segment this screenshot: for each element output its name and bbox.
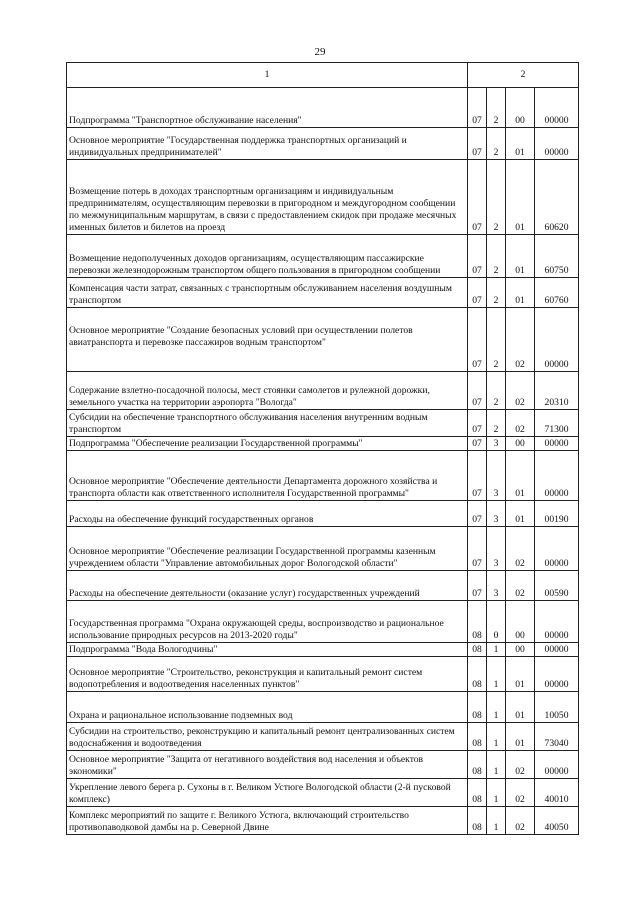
- code-part-1: 07: [468, 527, 487, 571]
- row-name: Основное мероприятие "Защита от негативного воздействия вод населения и объектов экономики": [67, 751, 468, 779]
- table-row: [67, 601, 579, 643]
- code-part-3: 00: [506, 437, 535, 451]
- code-part-3: 02: [506, 372, 535, 410]
- code-part-4: 00000: [535, 527, 579, 571]
- budget-classification-table: [66, 62, 579, 835]
- code-part-1: 08: [468, 692, 487, 723]
- code-part-2: 0: [487, 601, 506, 643]
- code-part-1: 08: [468, 751, 487, 779]
- code-part-1: 08: [468, 723, 487, 751]
- table-row: [67, 751, 579, 779]
- code-part-1: 07: [468, 235, 487, 278]
- table-row: [67, 571, 579, 601]
- code-part-4: 60750: [535, 235, 579, 278]
- code-part-4: 00000: [535, 601, 579, 643]
- code-part-2: 3: [487, 527, 506, 571]
- table-row: [67, 723, 579, 751]
- row-name: Комплекс мероприятий по защите г. Великого Устюга, включающий строительство противопаводковой дамбы на р. Северной Двине: [67, 807, 468, 835]
- code-part-1: 07: [468, 410, 487, 437]
- table-row: [67, 278, 579, 308]
- table-row: [67, 437, 579, 451]
- table-row: [67, 88, 579, 128]
- table-row: [67, 235, 579, 278]
- code-part-3: 02: [506, 779, 535, 807]
- code-part-2: 3: [487, 437, 506, 451]
- code-part-3: 01: [506, 657, 535, 692]
- code-part-1: 07: [468, 128, 487, 160]
- code-part-1: 08: [468, 807, 487, 835]
- code-part-4: 00000: [535, 751, 579, 779]
- code-part-2: 3: [487, 451, 506, 501]
- row-name: Подпрограмма "Вода Вологодчины": [67, 643, 468, 657]
- code-part-1: 07: [468, 437, 487, 451]
- header-col-1: 1: [67, 63, 468, 88]
- table-row: [67, 160, 579, 235]
- header-col-2: 2: [468, 63, 579, 88]
- row-name: Субсидии на обеспечение транспортного обслуживания населения внутренним водным транспортом: [67, 410, 468, 437]
- code-part-3: 02: [506, 410, 535, 437]
- code-part-4: 40050: [535, 807, 579, 835]
- table-row: [67, 657, 579, 692]
- table-row: [67, 308, 579, 372]
- code-part-1: 08: [468, 657, 487, 692]
- code-part-3: 01: [506, 451, 535, 501]
- table-row: [67, 451, 579, 501]
- code-part-4: 00590: [535, 571, 579, 601]
- table-row: [67, 692, 579, 723]
- code-part-2: 2: [487, 88, 506, 128]
- code-part-4: 00000: [535, 437, 579, 451]
- code-part-4: 73040: [535, 723, 579, 751]
- code-part-4: 00000: [535, 451, 579, 501]
- code-part-3: 01: [506, 278, 535, 308]
- code-part-1: 07: [468, 571, 487, 601]
- code-part-4: 20310: [535, 372, 579, 410]
- row-name: Подпрограмма "Обеспечение реализации Государственной программы": [67, 437, 468, 451]
- code-part-4: 40010: [535, 779, 579, 807]
- table-row: [67, 410, 579, 437]
- code-part-2: 1: [487, 657, 506, 692]
- code-part-1: 07: [468, 372, 487, 410]
- code-part-2: 2: [487, 308, 506, 372]
- code-part-4: 60620: [535, 160, 579, 235]
- page-number: 29: [314, 46, 326, 58]
- table-row: [67, 501, 579, 527]
- row-name: Охрана и рациональное использование подземных вод: [67, 692, 468, 723]
- table-row: [67, 779, 579, 807]
- code-part-1: 07: [468, 308, 487, 372]
- row-name: Содержание взлетно-посадочной полосы, мест стоянки самолетов и рулежной дорожки, земельного участка на территории аэропорта "Вологда": [67, 372, 468, 410]
- row-name-text: Основное мероприятие "Создание безопасных условий при осуществлении полетов авиатранспорта и перевозке пассажиров водным транспортом": [69, 325, 413, 348]
- code-part-1: 07: [468, 160, 487, 235]
- code-part-2: 3: [487, 501, 506, 527]
- code-part-2: 3: [487, 571, 506, 601]
- code-part-3: 02: [506, 308, 535, 372]
- table-row: [67, 128, 579, 160]
- row-name: Государственная программа "Охрана окружающей среды, воспроизводство и рациональное использование природных ресурсов на 2013-2020 годы": [67, 601, 468, 643]
- code-part-4: 71300: [535, 410, 579, 437]
- code-part-4: 10050: [535, 692, 579, 723]
- row-name: Основное мероприятие "Строительство, реконструкция и капитальный ремонт систем водопотребления и водоотведения населенных пунктов": [67, 657, 468, 692]
- code-part-3: 01: [506, 235, 535, 278]
- code-part-3: 01: [506, 160, 535, 235]
- code-part-4: 00000: [535, 657, 579, 692]
- table-row: [67, 807, 579, 835]
- code-part-3: 02: [506, 571, 535, 601]
- row-name: Укрепление левого берега р. Сухоны в г. Великом Устюге Вологодской области (2-й пусковой комплекс): [67, 779, 468, 807]
- code-part-2: 1: [487, 643, 506, 657]
- code-part-3: 01: [506, 501, 535, 527]
- code-part-1: 07: [468, 88, 487, 128]
- code-part-3: 00: [506, 88, 535, 128]
- code-part-1: 07: [468, 451, 487, 501]
- code-part-2: 2: [487, 372, 506, 410]
- table-row: [67, 527, 579, 571]
- code-part-3: 01: [506, 723, 535, 751]
- code-part-1: 08: [468, 779, 487, 807]
- table-header-row: [67, 63, 579, 88]
- code-part-2: 2: [487, 128, 506, 160]
- code-part-4: 00000: [535, 643, 579, 657]
- code-part-2: 1: [487, 692, 506, 723]
- code-part-2: 1: [487, 807, 506, 835]
- code-part-3: 01: [506, 692, 535, 723]
- code-part-1: 07: [468, 501, 487, 527]
- row-name: Компенсация части затрат, связанных с транспортным обслуживанием населения воздушным транспортом: [67, 278, 468, 308]
- code-part-4: 00000: [535, 88, 579, 128]
- code-part-4: 00000: [535, 308, 579, 372]
- code-part-3: 02: [506, 807, 535, 835]
- row-name: Подпрограмма "Транспортное обслуживание населения": [67, 88, 468, 128]
- code-part-2: 2: [487, 160, 506, 235]
- table-row: [67, 643, 579, 657]
- code-part-2: 1: [487, 723, 506, 751]
- row-name: [67, 308, 468, 372]
- row-name: Основное мероприятие "Государственная поддержка транспортных организаций и индивидуальных предпринимателей": [67, 128, 468, 160]
- code-part-3: 01: [506, 128, 535, 160]
- code-part-3: 00: [506, 601, 535, 643]
- code-part-4: 60760: [535, 278, 579, 308]
- code-part-2: 2: [487, 278, 506, 308]
- code-part-3: 02: [506, 751, 535, 779]
- code-part-2: 1: [487, 751, 506, 779]
- row-name: Расходы на обеспечение деятельности (оказание услуг) государственных учреждений: [67, 571, 468, 601]
- row-name: Субсидии на строительство, реконструкцию и капитальный ремонт централизованных систем водоснабжения и водоотведения: [67, 723, 468, 751]
- code-part-3: 02: [506, 527, 535, 571]
- table-row: [67, 372, 579, 410]
- code-part-4: 00000: [535, 128, 579, 160]
- code-part-2: 2: [487, 235, 506, 278]
- code-part-3: 00: [506, 643, 535, 657]
- code-part-1: 08: [468, 601, 487, 643]
- row-name: Основное мероприятие "Обеспечение реализации Государственной программы казенным учреждением области "Управление автомобильных дорог Вологодской области": [67, 527, 468, 571]
- code-part-2: 2: [487, 410, 506, 437]
- code-part-4: 00190: [535, 501, 579, 527]
- code-part-2: 1: [487, 779, 506, 807]
- row-name: Расходы на обеспечение функций государственных органов: [67, 501, 468, 527]
- row-name: Основное мероприятие "Обеспечение деятельности Департамента дорожного хозяйства и транспорта области как ответственного исполнителя Государственной программы": [67, 451, 468, 501]
- code-part-1: 08: [468, 643, 487, 657]
- code-part-1: 07: [468, 278, 487, 308]
- row-name: Возмещение недополученных доходов организациям, осуществляющим пассажирские перевозки железнодорожным транспортом общего пользования в пригородном сообщении: [67, 235, 468, 278]
- row-name: Возмещение потерь в доходах транспортным организациям и индивидуальным предпринимателям, осуществляющим перевозки в пригородном и междугородном сообщении по межмуниципальным маршрутам, в связи с предоставлением скидок при продаже месячных именных билетов и билетов на проезд: [67, 160, 468, 235]
